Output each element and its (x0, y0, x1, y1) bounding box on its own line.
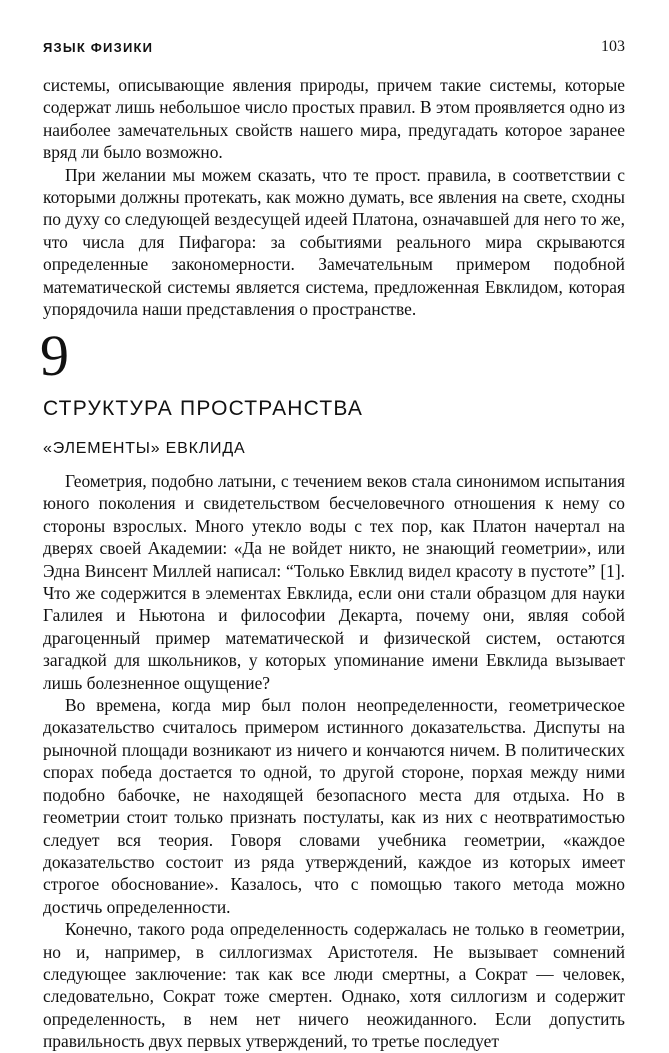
paragraph: Во времена, когда мир был полон неопределенности, геометрическое доказательство считалось примером истинного доказательства. Диспуты на рыночной площади возникают из ничего и кончаются ничем. В политических спорах победа достается то одной, то другой стороне, порхая между ними подобно бабочке, не находящей безопасного места для отдыха. Но в геометрии стоит только признать постулаты, как из них с неотвратимостью следует вся теория. Говоря словами учебника геометрии, «каждое доказательство состоит из ряда утверждений, каждое из которых имеет строгое обоснование». Казалось, что с помощью такого метода можно достичь определенности. (43, 695, 625, 917)
page-number: 103 (601, 38, 625, 55)
running-header (43, 38, 625, 60)
paragraph: Геометрия, подобно латыни, с течением веков стала синонимом испытания юного поколения и свидетельством бесчеловечного отношения к нему со стороны взрослых. Много утекло воды с тех пор, как Платон начертал на дверях своей Академии: «Да не войдет никто, не знающий геометрии», или Эдна Винсент Миллей написал: “Только Евклид видел красоту в пустоте” [1]. Что же содержится в элементах Евклида, если они стали образцом для науки Галилея и Ньютона и философии Декарта, почему они, являя собой драгоценный пример математической и физической систем, остаются загадкой для школьников, у которых упоминание имени Евклида вызывает лишь болезненное ощущение? (43, 471, 625, 693)
chapter-title: СТРУКТУРА ПРОСТРАНСТВА (43, 397, 364, 420)
chapter-number: 9 (40, 323, 69, 388)
paragraph: Конечно, такого рода определенность содержалась не только в геометрии, но и, например, в силлогизмах Аристотеля. Не вызывает сомнений следующее заключение: так как все люди смертны, а Сократ — человек, следовательно, Сократ тоже смертен. Однако, хотя силлогизм и содержит определенность, в нем нет ничего неожиданного. Если допустить правильность двух первых утверждений, то третье последует (43, 919, 625, 1052)
running-header-title: ЯЗЫК ФИЗИКИ (43, 40, 154, 55)
section-title: «ЭЛЕМЕНТЫ» ЕВКЛИДА (43, 440, 246, 457)
main-text-block (43, 470, 625, 1053)
intro-text-block (43, 74, 625, 320)
paragraph: При желании мы можем сказать, что те прост. правила, в соответствии с которыми должны протекать, как можно думать, все явления на свете, сходны по духу со следующей вездесущей идеей Платона, означавшей для него то же, что числа для Пифагора: за событиями реального мира скрываются определенные закономерности. Замечательным примером подобной математической системы является система, предложенная Евклидом, которая упорядочила наши представления о пространстве. (43, 164, 625, 320)
paragraph: системы, описывающие явления природы, причем такие системы, которые содержат лишь небольшое число простых правил. В этом проявляется одно из наиболее замечательных свойств нашего мира, предугадать которое заранее вряд ли было возможно. (43, 75, 625, 163)
